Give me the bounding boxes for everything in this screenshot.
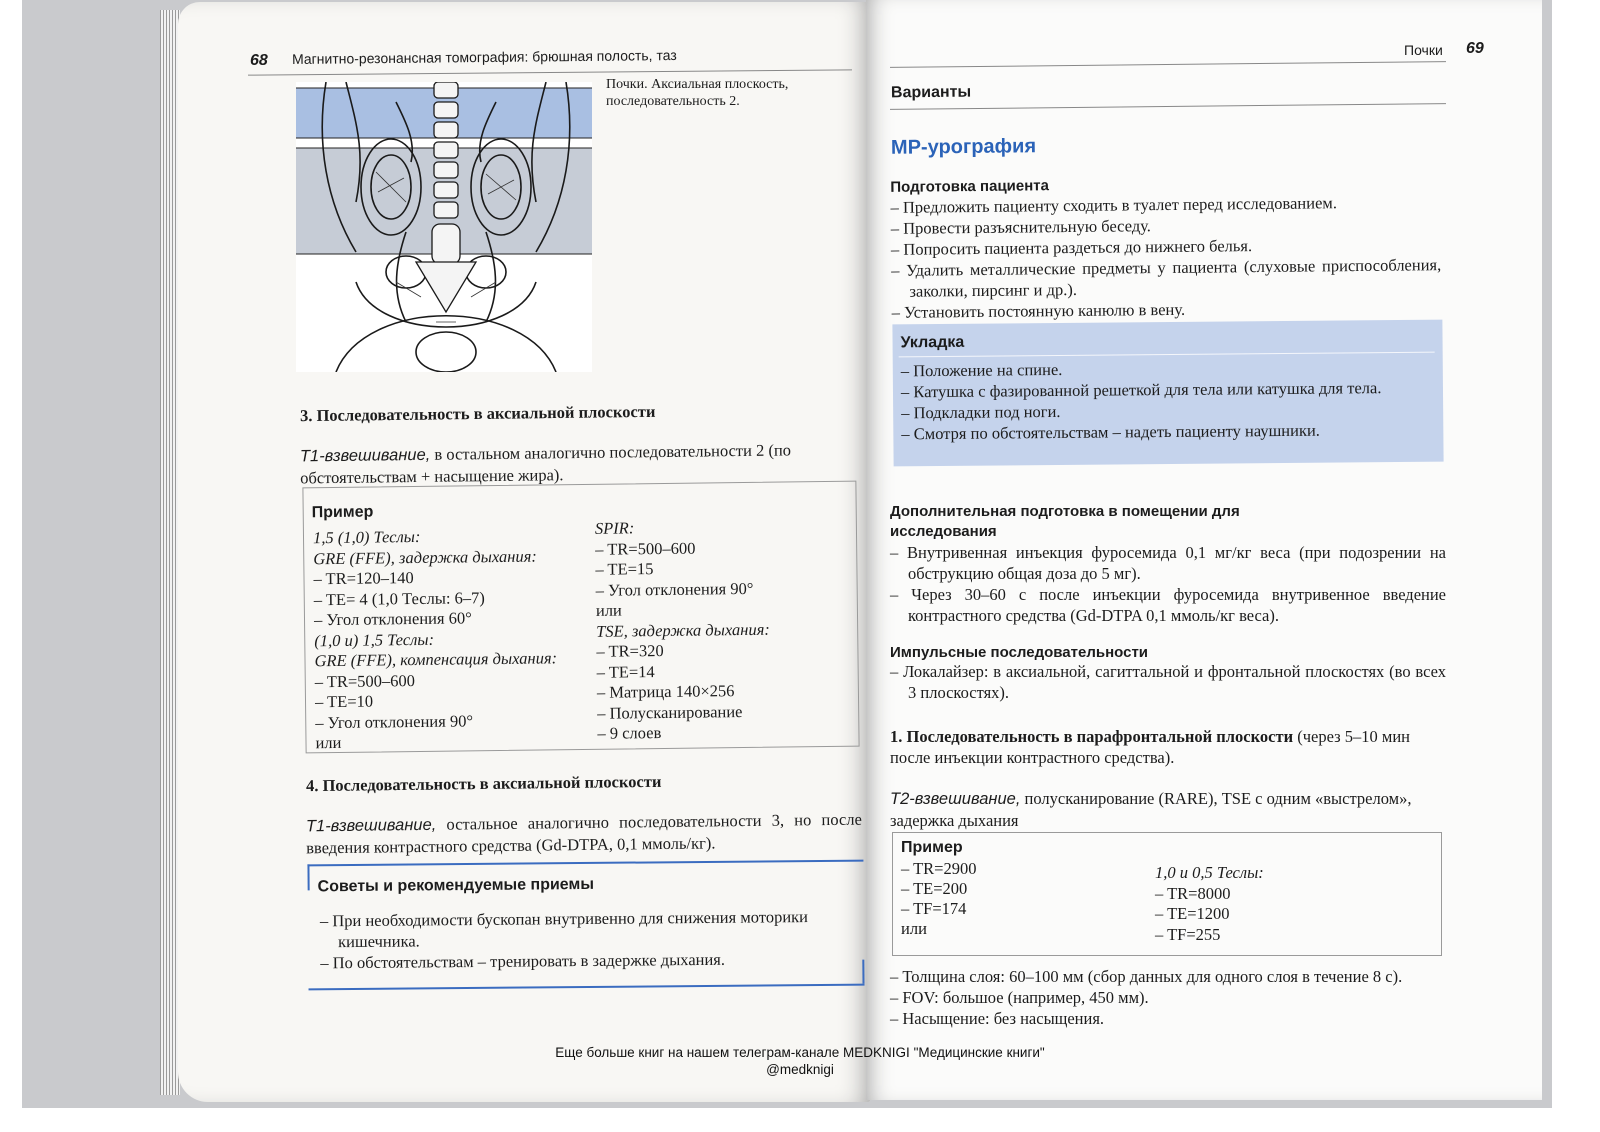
example-line: GRE (FFE), компенсация дыхания:: [314, 648, 558, 671]
tips-box: [307, 860, 864, 995]
example-line: или: [315, 732, 342, 753]
patient-prep-section: [890, 173, 1441, 323]
example-line: – Полусканирование: [597, 701, 743, 723]
example-line: 1,5 (1,0) Теслы:: [312, 526, 421, 548]
section-3-body: в остальном аналогично последовательности 2 (по обстоятельствам + насыщение жира).: [300, 440, 792, 488]
telegram-channel-note: Еще больше книг на нашем телеграм-канале MEDKNIGI "Медицинские книги": [555, 1045, 1045, 1060]
left-page-number: 68: [250, 52, 268, 69]
book-page-edges: [160, 10, 180, 1095]
t2-weighting-label: Т2-взвешивание,: [890, 790, 1021, 808]
positioning-item: – Катушка с фазированной решеткой для тела или катушка для тела.: [901, 377, 1431, 403]
example-title: Пример: [311, 503, 374, 522]
example-line: GRE (FFE), задержка дыхания:: [313, 546, 537, 568]
example-line: или: [901, 919, 927, 938]
example-line: – TR=320: [596, 640, 664, 661]
param-item: – Толщина слоя: 60–100 мм (сбор данных для одного слоя в течение 8 с).: [890, 966, 1446, 987]
prep-item: – Удалить металлические предметы у пациента (слуховые приспособления, заколки, пирсинг и др.).: [891, 254, 1441, 302]
example-line: – TR=500–600: [595, 538, 696, 559]
example-line: – TF=174: [901, 899, 967, 918]
kidney-axial-figure: [296, 82, 592, 372]
patient-prep-heading: Подготовка пациента: [890, 177, 1050, 196]
example-col-2: [595, 516, 853, 745]
right-page-number: 69: [1466, 40, 1484, 57]
extra-prep-item: – Внутривенная инъекция фуросемида 0,1 мг/кг веса (при подозрении на обструкцию общая доза до 5 мг).: [890, 542, 1446, 584]
section-3-heading: 3. Последовательность в аксиальной плоскости: [299, 401, 656, 426]
example-line: – 9 слоев: [597, 723, 662, 743]
sequence-1-text: (через 5–10 мин после инъекции контрастного средства).: [890, 727, 1410, 767]
example-right-col-2: [1155, 863, 1395, 945]
positioning-box: [892, 320, 1443, 467]
positioning-list: [901, 356, 1432, 445]
right-running-header: Почки: [1404, 42, 1443, 58]
example-line: TSE, задержка дыхания:: [596, 619, 770, 641]
extra-prep-list: [890, 542, 1446, 626]
example-box-right: [892, 832, 1442, 956]
tips-item: – При необходимости бускопан внутривенно для снижения моторики кишечника.: [320, 906, 856, 953]
example-right-col-1: [901, 859, 1141, 939]
example-line: – Угол отклонения 90°: [315, 710, 474, 732]
positioning-item: – Смотря по обстоятельствам – надеть пациенту наушники.: [901, 419, 1431, 445]
pulse-sequences-heading: Импульсные последовательности: [890, 644, 1149, 661]
example-line: – TR=8000: [1155, 883, 1231, 903]
example-line: SPIR:: [594, 518, 635, 538]
example-line: – TE=15: [595, 559, 654, 579]
example-line: – Угол отклонения 60°: [313, 608, 472, 630]
example-line: или: [595, 600, 622, 620]
variants-heading: Варианты: [890, 83, 972, 102]
t1-weighting-label: Т1-взвешивание,: [305, 815, 437, 836]
example-line: – TF=255: [1155, 924, 1221, 944]
pulse-item: – Локалайзер: в аксиальной, сагиттальной и фронтальной плоскостях (во всех 3 плоскостях).: [890, 661, 1446, 703]
extra-prep-heading: Дополнительная подготовка в помещении для исследования: [890, 503, 1240, 540]
example-line: – TE= 4 (1,0 Теслы: 6–7): [313, 587, 485, 609]
section-4-text: [306, 809, 862, 859]
prep-item: – Предложить пациенту сходить в туалет перед исследованием.: [890, 191, 1440, 218]
param-item: – Насыщение: без насыщения.: [890, 1008, 1446, 1029]
extra-prep-item: – Через 30–60 с после инъекции фуросемида внутривенное введение контрастного средства (Gd-DTPA 0,1 ммоль/кг веса).: [890, 584, 1446, 626]
example-line: – TE=14: [596, 661, 655, 682]
pulse-list: [890, 661, 1446, 703]
telegram-handle: @medknigi: [766, 1062, 834, 1077]
positioning-item: – Подкладки под ноги.: [901, 398, 1431, 424]
positioning-item: – Положение на спине.: [901, 356, 1431, 382]
tips-list: [320, 906, 857, 974]
positioning-heading: Укладка: [900, 333, 965, 352]
figure-caption: Почки. Аксиальная плоскость, последовательность 2.: [606, 77, 789, 109]
example-line: 1,0 и 0,5 Теслы:: [1155, 863, 1264, 882]
example-line: – TE=1200: [1155, 904, 1230, 923]
extra-prep-section: [890, 502, 1446, 626]
example-line: – TR=120–140: [313, 568, 414, 589]
example-line: – TE=200: [901, 879, 968, 898]
prep-item: – Провести разъяснительную беседу.: [891, 212, 1441, 239]
param-item: – FOV: большое (например, 450 мм).: [890, 987, 1446, 1008]
section-4-heading: 4. Последовательность в аксиальной плоскости: [305, 771, 662, 796]
example-line: – Угол отклонения 90°: [595, 578, 754, 600]
tips-title: Советы и рекомендуемые приемы: [317, 875, 595, 896]
sequence-1-paragraph: [890, 726, 1446, 768]
left-running-header: Магнитно-резонансная томография: брюшная полость, таз: [291, 46, 677, 68]
example-line: (1,0 и) 1,5 Теслы:: [314, 629, 435, 650]
example-col-1: [313, 525, 601, 754]
tips-item: – По обстоятельствам – тренировать в задержке дыхания.: [320, 948, 856, 974]
pulse-sequences-section: [890, 644, 1446, 703]
prep-item: – Установить постоянную канюлю в вену.: [892, 296, 1442, 323]
example-title: Пример: [901, 839, 963, 856]
t2-weighting-text: полусканирование (RARE), TSE с одним «выстрелом», задержка дыхания: [890, 789, 1412, 830]
example-line: – TR=500–600: [314, 670, 416, 691]
t2-weighting-paragraph: [890, 788, 1446, 831]
example-box-left: [302, 481, 859, 754]
example-line: – TE=10: [314, 691, 374, 712]
prep-item: – Попросить пациента раздеться до нижнего белья.: [891, 233, 1441, 260]
example-line: – TR=2900: [901, 859, 977, 878]
t1-weighting-label: Т1-взвешивание,: [299, 445, 431, 466]
section-4-body: остальное аналогично последовательности 3, но после введения контрастного средства (Gd-DTPA, 0,1 ммоль/кг).: [306, 809, 862, 858]
patient-prep-list: [890, 191, 1441, 323]
bottom-params-list: [890, 966, 1446, 1029]
kidney-illustration: [296, 82, 592, 372]
sequence-1-heading: 1. Последовательность в парафронтальной плоскости: [890, 727, 1294, 746]
mr-urography-title: МР-урография: [890, 135, 1037, 159]
example-line: – Матрица 140×256: [596, 681, 735, 702]
